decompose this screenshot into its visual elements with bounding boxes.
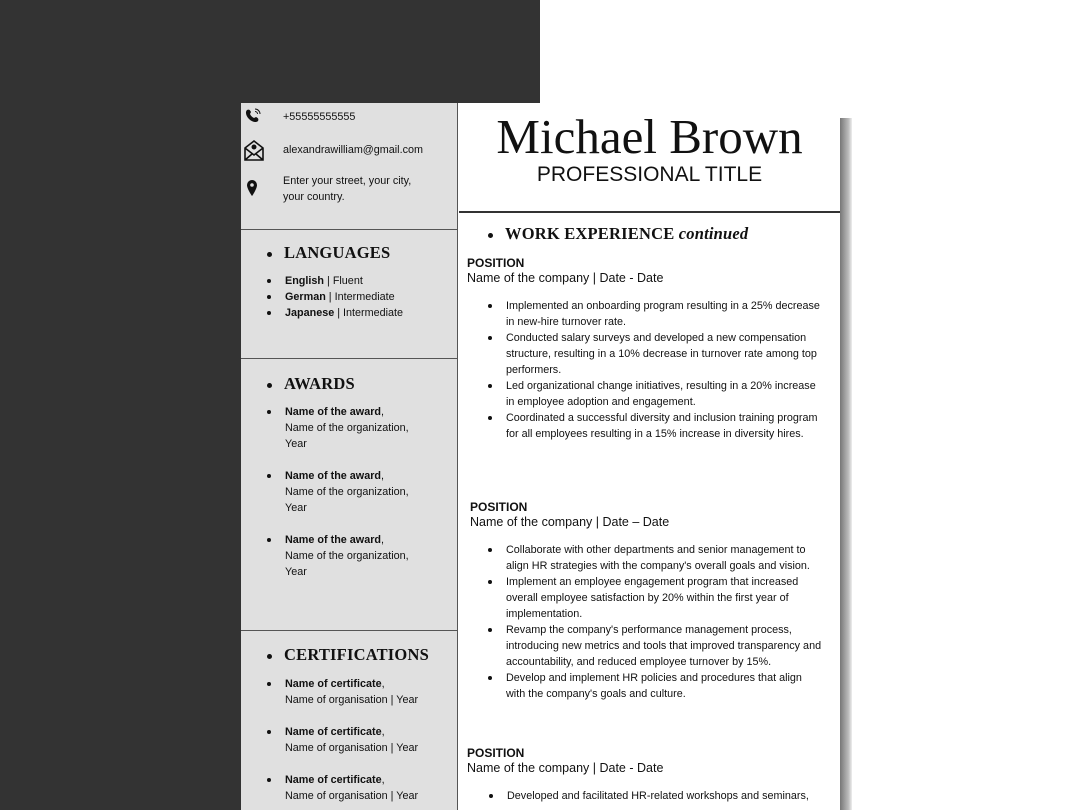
resume-page — [241, 103, 840, 810]
divider — [241, 630, 458, 631]
divider — [241, 358, 458, 359]
award-item: Name of the award, Name of the organization, Year — [267, 468, 447, 516]
work-experience-heading: WORK EXPERIENCE continued — [488, 224, 748, 244]
bullet-list — [488, 542, 823, 702]
certificate-item: Name of certificate, Name of organisation | Year — [267, 676, 447, 708]
email-text: alexandrawilliam@gmail.com — [283, 144, 423, 156]
award-item: Name of the award, Name of the organization, Year — [267, 532, 447, 580]
company-date: Name of the company | Date – Date — [470, 515, 670, 529]
bullet-item: Developed and facilitated HR-related workshops and seminars, — [489, 788, 824, 804]
company-date: Name of the company | Date - Date — [467, 761, 664, 775]
professional-title: PROFESSIONAL TITLE — [536, 163, 763, 186]
sidebar — [241, 103, 458, 810]
language-item: English | Fluent — [267, 273, 403, 289]
position-block — [470, 500, 823, 702]
award-item: Name of the award, Name of the organization, Year — [267, 404, 447, 452]
phone-icon — [244, 107, 262, 125]
bullet-list — [489, 788, 824, 804]
bullet-item: Develop and implement HR policies and procedures that align with the company's goals and culture. — [488, 670, 823, 702]
bullet-list — [488, 298, 823, 442]
certificate-item: Name of certificate, Name of organisation | Year — [267, 724, 447, 756]
bullet-item: Coordinated a successful diversity and inclusion training program for all employees resulting in a 15% increase in diversity hires. — [488, 410, 823, 442]
bullet-item: Implement an employee engagement program that increased overall employee satisfaction by 20% within the first year of implementation. — [488, 574, 823, 622]
language-item: Japanese | Intermediate — [267, 305, 403, 321]
awards-list — [267, 404, 447, 580]
bullet-item: Revamp the company's performance management process, introducing new metrics and tools that improved transparency and accountability, and reduced employee turnover by 15%. — [488, 622, 823, 670]
candidate-name: Michael Brown — [496, 109, 803, 164]
awards-heading: AWARDS — [267, 374, 355, 394]
position-title: POSITION — [467, 746, 525, 760]
position-title: POSITION — [467, 256, 525, 270]
position-block — [467, 256, 823, 442]
location-pin-icon — [246, 179, 258, 197]
bullet-item: Implemented an onboarding program resulting in a 25% decrease in new-hire turnover rate. — [488, 298, 823, 330]
bullet-item: Led organizational change initiatives, resulting in a 20% increase in employee adoption and engagement. — [488, 378, 823, 410]
phone-text: +55555555555 — [283, 111, 356, 123]
bullet-item: Conducted salary surveys and developed a new compensation structure, resulting in a 10% decrease in turnover rate among top performers. — [488, 330, 823, 378]
languages-heading: LANGUAGES — [267, 243, 390, 263]
divider — [241, 229, 458, 230]
language-item: German | Intermediate — [267, 289, 403, 305]
address-text: Enter your street, your city, your country. — [283, 175, 412, 203]
certifications-heading: CERTIFICATIONS — [267, 645, 429, 665]
position-block — [467, 746, 824, 804]
company-date: Name of the company | Date - Date — [467, 271, 664, 285]
header-divider — [459, 211, 840, 213]
certificate-item: Name of certificate, Name of organisation | Year — [267, 772, 447, 804]
email-icon — [244, 139, 264, 161]
certifications-list — [267, 676, 447, 804]
bullet-item: Collaborate with other departments and senior management to align HR strategies with the company's overall goals and vision. — [488, 542, 823, 574]
page-shadow — [840, 118, 852, 810]
languages-list — [267, 273, 403, 321]
position-title: POSITION — [470, 500, 528, 514]
